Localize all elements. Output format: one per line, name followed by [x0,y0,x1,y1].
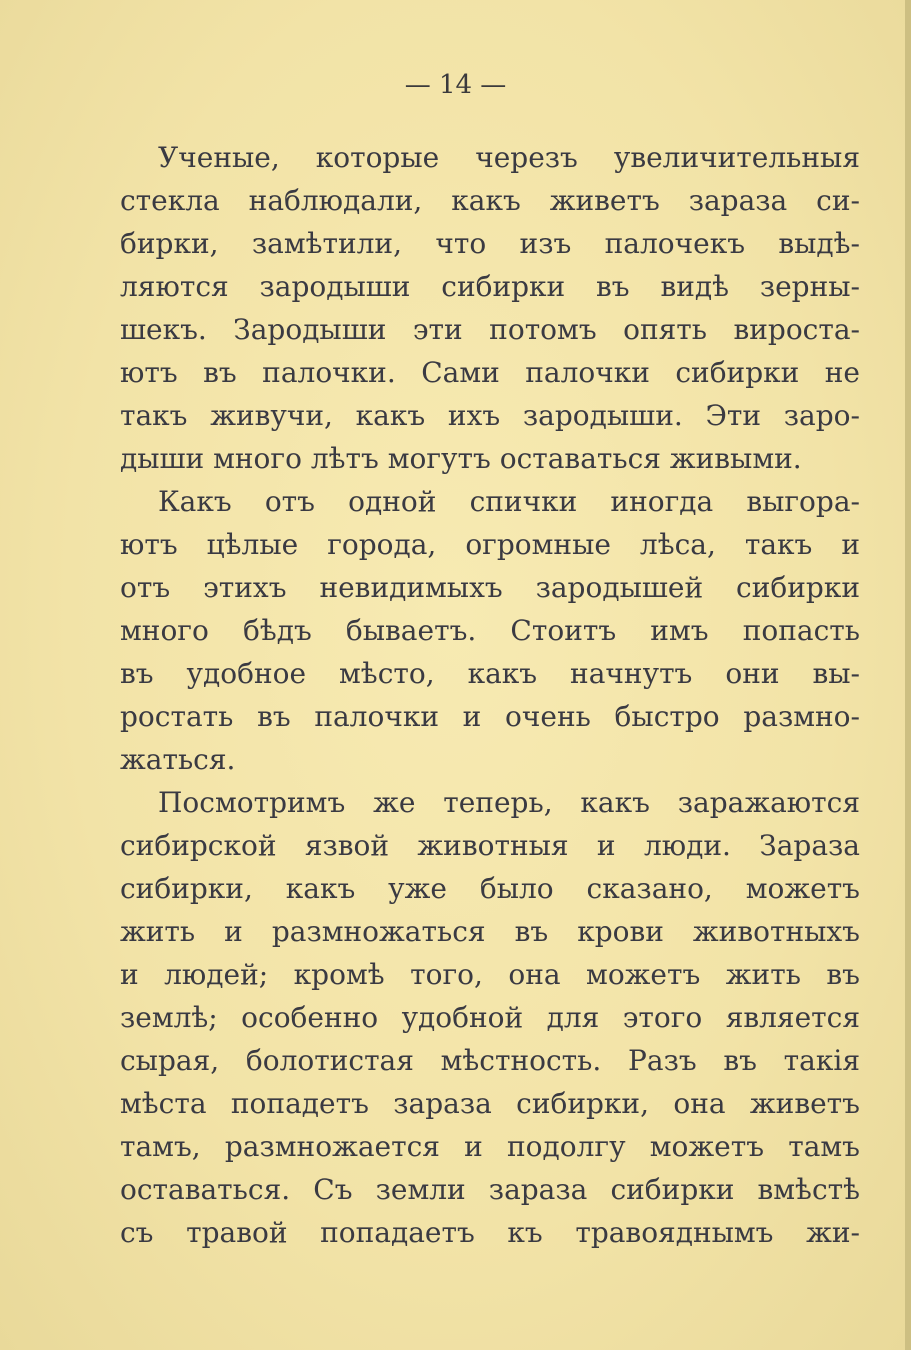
text-line: стекла наблюдали, какъ живетъ зараза си- [120,184,860,217]
text-line: сибирской язвой животныя и люди. Зараза [120,829,860,862]
body-text [120,136,860,1254]
text-line: ростать въ палочки и очень быстро размно- [120,700,860,733]
text-line: шекъ. Зародыши эти потомъ опять вироста- [120,313,860,346]
text-line: землѣ; особенно удобной для этого является [120,1001,860,1034]
text-line: тамъ, размножается и подолгу можетъ тамъ [120,1130,860,1163]
text-line: Ученые, которые черезъ увеличительныя [158,141,860,174]
text-line: Какъ отъ одной спички иногда выгора- [158,485,860,518]
text-line: отъ этихъ невидимыхъ зародышей сибирки [120,571,860,604]
text-line: ютъ въ палочки. Сами палочки сибирки не [120,356,860,389]
text-line: оставаться. Съ земли зараза сибирки вмѣстѣ [120,1173,860,1206]
text-line: такъ живучи, какъ ихъ зародыши. Эти заро- [120,399,860,432]
text-line: и людей; кромѣ того, она можетъ жить въ [120,958,860,991]
text-line: сырая, болотистая мѣстность. Разъ въ такія [120,1044,860,1077]
text-line: Посмотримъ же теперь, какъ заражаются [158,786,860,819]
text-line: сибирки, какъ уже было сказано, можетъ [120,872,860,905]
text-line: ляются зародыши сибирки въ видѣ зерны- [120,270,860,303]
text-line: ютъ цѣлые города, огромные лѣса, такъ и [120,528,860,561]
text-line: жить и размножаться въ крови животныхъ [120,915,860,948]
text-line: много бѣдъ бываетъ. Стоитъ имъ попасть [120,614,860,647]
text-line: съ травой попадаетъ къ травояднымъ жи- [120,1216,860,1249]
text-line: жаться. [120,743,236,776]
text-line: дыши много лѣтъ могутъ оставаться живыми. [120,442,802,475]
page-number: — 14 — [404,70,507,100]
text-line: въ удобное мѣсто, какъ начнутъ они вы- [120,657,860,690]
text-line: мѣста попадетъ зараза сибирки, она живетъ [120,1087,860,1120]
text-line: бирки, замѣтили, что изъ палочекъ выдѣ- [120,227,860,260]
